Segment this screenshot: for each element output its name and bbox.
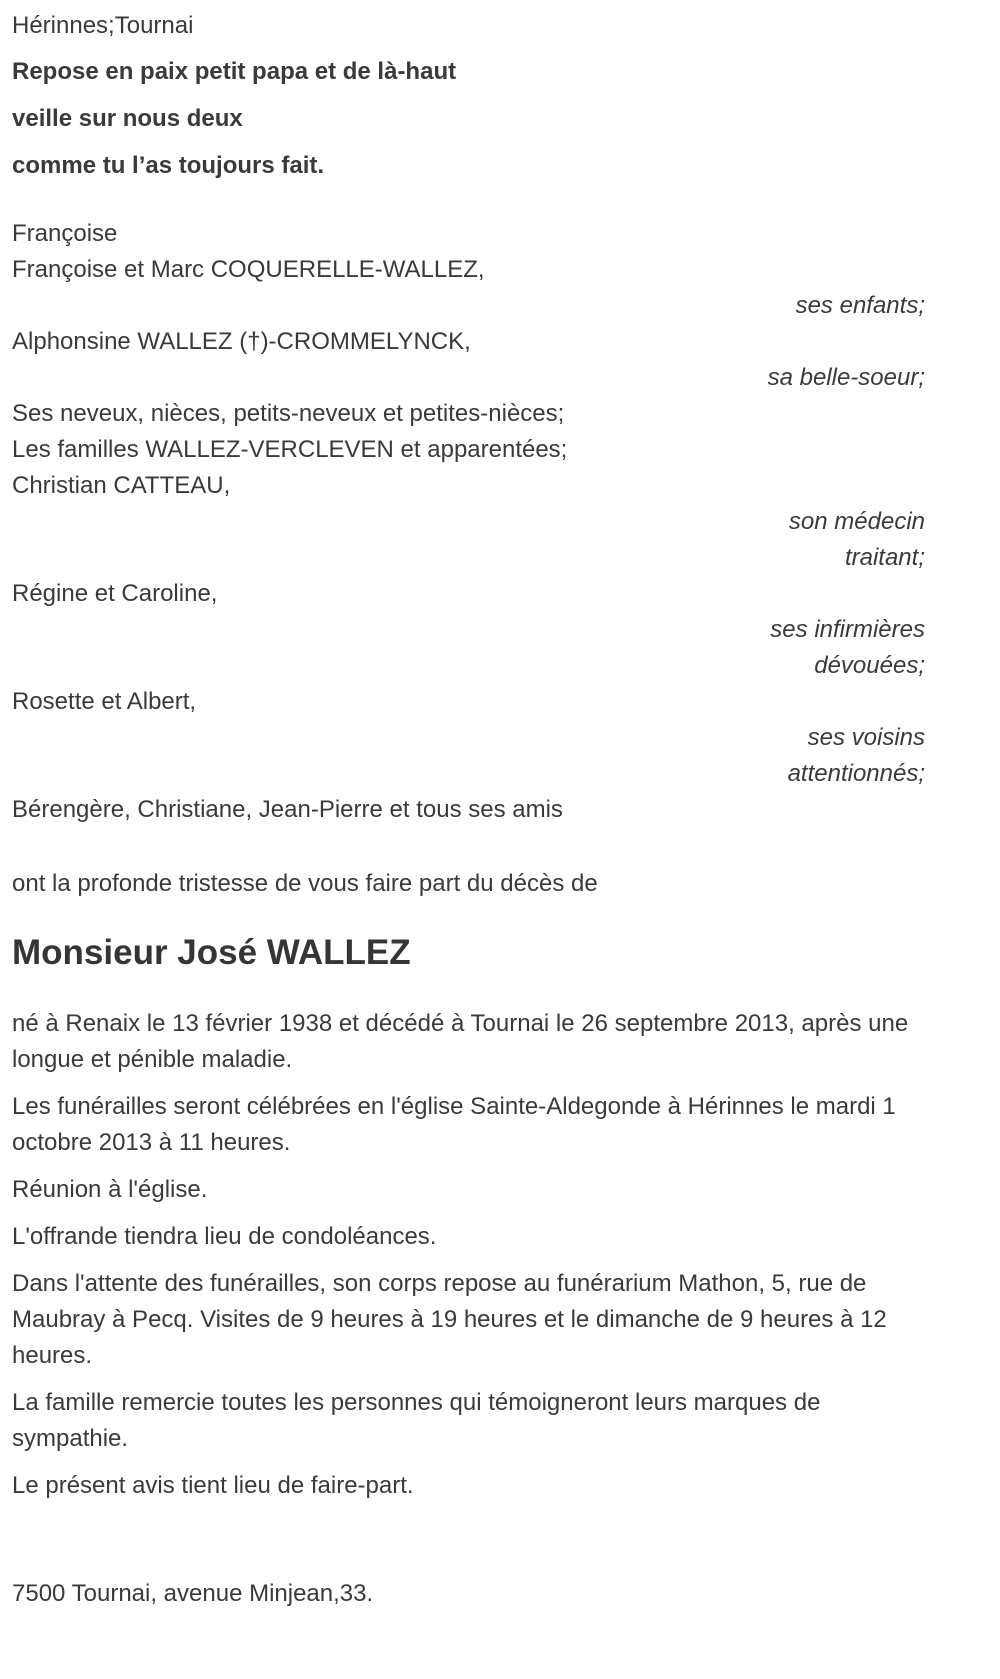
mourner-entry [12,324,925,396]
epitaph-line: Repose en paix petit papa et de là-haut [12,58,457,85]
mourner-name: Rosette et Albert, [12,687,197,715]
mourner-entry [12,576,925,684]
body-paragraph: La famille remercie toutes les personnes qui témoigneront leurs marques de sympathie. [12,1388,821,1452]
body-paragraph: Les funérailles seront célébrées en l'église Sainte-Aldegonde à Hérinnes le mardi 1 octobre 2013 à 11 heures. [12,1092,896,1156]
mourners-list [12,216,925,828]
relation-label: ses voisins [807,723,925,751]
mourner-entry [12,792,925,828]
mourner-name: Françoise [12,219,118,247]
mourner-name: Françoise et Marc COQUERELLE-WALLEZ, [12,255,485,283]
mourner-entry [12,396,925,576]
address-footer: 7500 Tournai, avenue Minjean,33. [12,1579,374,1607]
body-paragraph: Dans l'attente des funérailles, son corps repose au funérarium Mathon, 5, rue de Maubray à Pecq. Visites de 9 heures à 19 heures et le dimanche de 9 heures à 12 heures. [12,1269,887,1369]
relation-label: traitant; [844,543,925,571]
deceased-name-heading: Monsieur José WALLEZ [12,932,411,972]
mourner-name: Régine et Caroline, [12,579,218,607]
relation-label: son médecin [788,507,925,535]
mourner-name: Christian CATTEAU, [12,471,231,499]
relation-label: ses enfants; [795,291,925,319]
mourner-entry [12,684,925,792]
epitaph [12,56,925,182]
location-line: Hérinnes;Tournai [12,12,194,39]
body-paragraph: Le présent avis tient lieu de faire-part. [12,1471,414,1499]
relation-label: sa belle-soeur; [767,363,925,391]
mourner-name: Les familles WALLEZ-VERCLEVEN et apparentées; [12,435,568,463]
announcement-text: ont la profonde tristesse de vous faire part du décès de [12,869,598,897]
body-paragraph: L'offrande tiendra lieu de condoléances. [12,1222,437,1250]
epitaph-line: veille sur nous deux [12,105,243,133]
body-paragraph: né à Renaix le 13 février 1938 et décédé à Tournai le 26 septembre 2013, après une longue et pénible maladie. [12,1009,909,1073]
mourner-entry [12,216,925,324]
mourner-name: Bérengère, Christiane, Jean-Pierre et tous ses amis [12,795,563,823]
notice-body [12,1006,925,1504]
epitaph-line: comme tu l’as toujours fait. [12,152,325,180]
mourner-name: Ses neveux, nièces, petits-neveux et petites-nièces; [12,399,565,427]
relation-label: dévouées; [814,651,925,679]
body-paragraph: Réunion à l'église. [12,1175,208,1203]
relation-label: attentionnés; [787,759,925,787]
mourner-name: Alphonsine WALLEZ (†)-CROMMELYNCK, [12,327,471,355]
relation-label: ses infirmières [770,615,925,643]
